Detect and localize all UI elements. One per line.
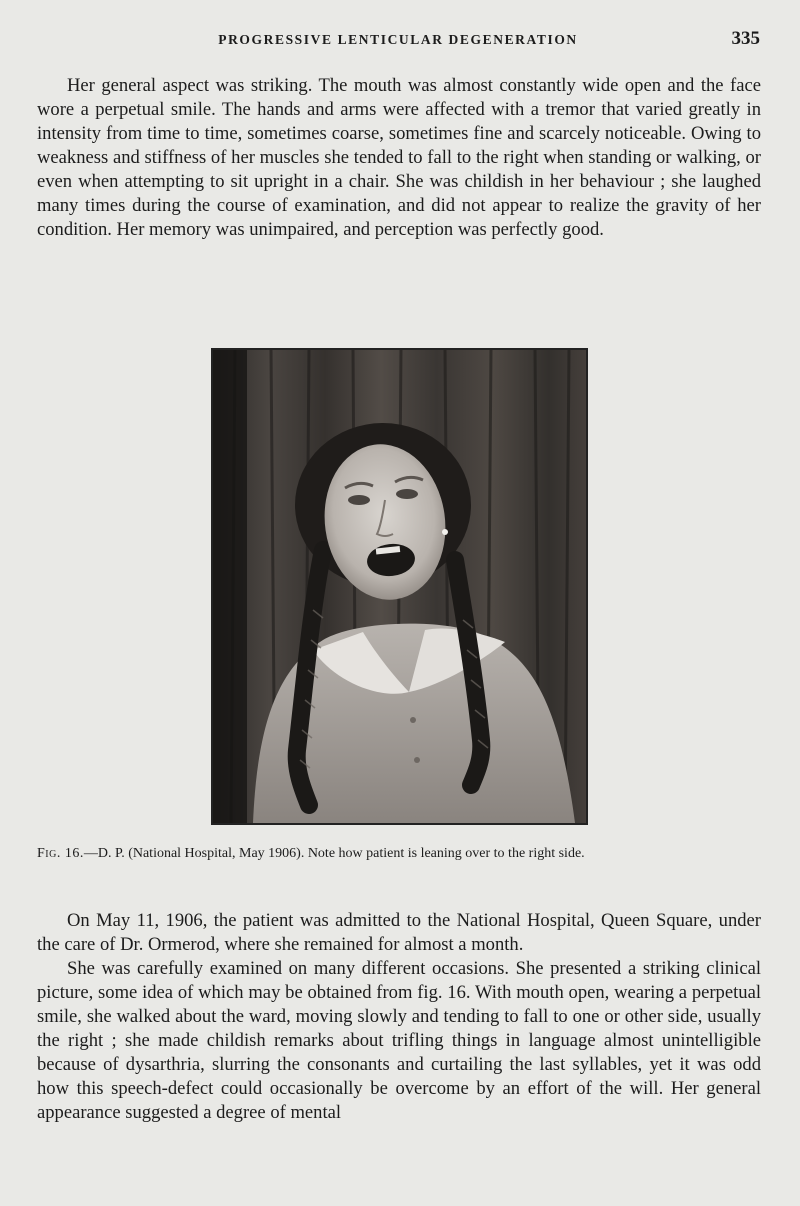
running-title: PROGRESSIVE LENTICULAR DEGENERATION: [218, 32, 578, 47]
page-number: 335: [731, 28, 760, 49]
figure-label: Fig. 16.: [37, 846, 84, 861]
running-head: [36, 30, 760, 52]
body-text-bottom: [37, 909, 761, 1125]
paragraph: On May 11, 1906, the patient was admitted to the National Hospital, Queen Square, under the care of Dr. Ormerod, where she remained for almost a month.: [37, 910, 761, 955]
paragraph: She was carefully examined on many different occasions. She presented a striking clinical picture, some idea of which may be obtained from fig. 16. With mouth open, wearing a perpetual smile, she walked about the ward, moving slowly and tending to fall to one or other side, usually the right ; she made childish remarks about trifling things in language almost unintelligible because of dysarthria, slurring the consonants and curtailing the last syllables, yet it was odd how this speech-defect could occasionally be overcome by an effort of the will. Her general appearance suggested a degree of mental: [37, 958, 761, 1123]
paragraph: Her general aspect was striking. The mouth was almost constantly wide open and the face wore a perpetual smile. The hands and arms were affected with a tremor that varied greatly in intensity from time to time, sometimes coarse, sometimes fine and scarcely noticeable. Owing to weakness and stiffness of her muscles she tended to fall to the right when standing or walking, or even when attempting to sit upright in a chair. She was childish in her behaviour ; she laughed many times during the course of examination, and did not appear to realize the gravity of her condition. Her memory was unimpaired, and perception was perfectly good.: [37, 75, 761, 240]
body-text-top: [37, 74, 761, 242]
figure-photograph: [211, 348, 588, 825]
figure-caption-text: —D. P. (National Hospital, May 1906). Note how patient is leaning over to the right side.: [83, 846, 585, 861]
patient-photograph: [213, 350, 586, 823]
figure-caption: [37, 845, 763, 863]
